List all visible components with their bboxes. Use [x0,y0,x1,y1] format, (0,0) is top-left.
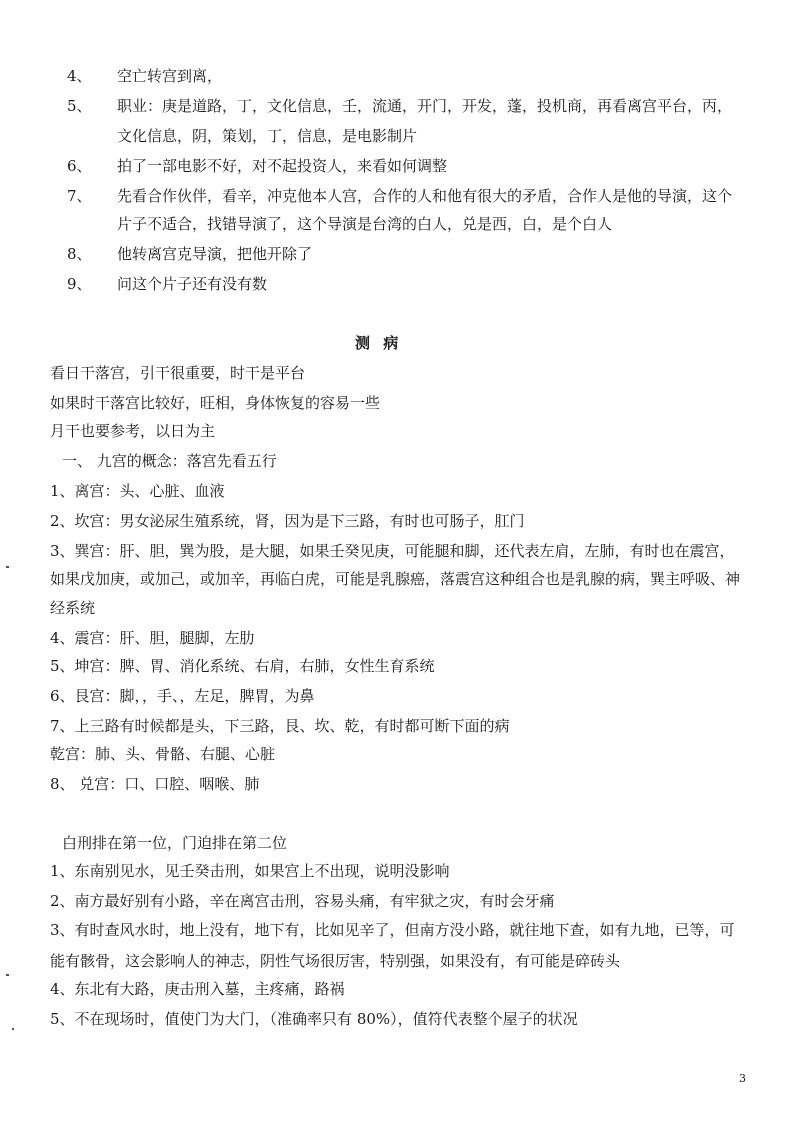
body-line: 1、离宫：头、心脏、血液 [50,482,225,500]
body-line: 7、上三路有时候都是头，下三路，艮、坎、乾，有时都可断下面的病 [50,717,510,735]
list-text: 问这个片子还有没有数 [117,275,268,293]
body-line: 5、坤宫：脾、胃、消化系统、右肩，右肺，女性生育系统 [50,657,435,675]
body-line: 2、坎宫：男女泌尿生殖系统，肾，因为是下三路，有时也可肠子，肛门 [50,512,525,530]
body-line: 4、东北有大路，庚击刑入墓，主疼痛，路祸 [50,980,345,998]
body-line: 4、震宫：肝、胆，腿脚，左肋 [50,629,255,647]
section-heading: 一、 九宫的概念：落宫先看五行 [62,452,277,470]
body-line: 2、南方最好别有小路，辛在离宫击刑，容易头痛，有牢狱之灾，有时会牙痛 [50,892,555,910]
body-line: 经系统 [50,599,96,617]
list-text: 职业：庚是道路，丁，文化信息，壬，流通，开门，开发，蓬，投机商，再看离宫平台，丙， [117,97,733,115]
body-line: 6、艮宫：脚，，手、，左足，脾胃，为鼻 [50,687,315,705]
section-title: 测 病 [355,334,403,352]
list-text: 拍了一部电影不好，对不起投资人，来看如何调整 [117,157,448,175]
list-text: 片子不适合，找错导演了，这个导演是台湾的白人，兑是西，白，是个白人 [117,215,613,233]
body-line: 5、不在现场时，值使门为大门，（准确率只有 80%），值符代表整个屋子的状况 [50,1010,578,1028]
list-text: 空亡转宫到离， [117,67,223,85]
intro-line: 月干也要参考，以日为主 [50,422,216,440]
list-number: 4、 [67,67,92,85]
list-number: 8、 [67,245,92,263]
list-number: 5、 [67,97,92,115]
section-heading: 白刑排在第一位，门迫排在第二位 [62,834,288,852]
intro-line: 看日干落宫，引干很重要，时干是平台 [50,364,306,382]
page-number: 3 [739,1072,746,1085]
scan-speck [6,974,9,976]
body-line: 3、有时查风水时，地上没有，地下有，比如见辛了，但南方没小路，就往地下查，如有九地，已等，可 [50,921,735,939]
scan-speck [6,566,9,568]
list-number: 9、 [67,275,92,293]
list-text: 文化信息，阴，策划，丁，信息，是电影制片 [117,127,418,145]
body-line: 如果戊加庚，或加己，或加辛，再临白虎，可能是乳腺癌，落震宫这种组合也是乳腺的病，巽主呼吸、神 [50,570,741,588]
body-line: 3、巽宫：肝、胆，巽为股，是大腿，如果壬癸见庚，可能腿和脚，还代表左肩，左肺，有时也在震宫， [50,542,735,560]
intro-line: 如果时干落宫比较好，旺相，身体恢复的容易一些 [50,394,381,412]
list-text: 他转离宫克导演，把他开除了 [117,245,313,263]
body-line: 1、东南别见水，见壬癸击刑，如果宫上不出现，说明没影响 [50,862,450,880]
body-line: 乾宫：肺、头、骨骼、右腿、心脏 [50,745,276,763]
body-line: 能有骸骨，这会影响人的神志，阴性气场很厉害，特别强，如果没有，有可能是碎砖头 [50,952,621,970]
body-line: 8、 兑宫：口、口腔、咽喉、肺 [50,775,260,793]
list-number: 6、 [67,157,92,175]
list-number: 7、 [67,187,92,205]
scan-speck [12,1028,14,1030]
list-text: 先看合作伙伴，看辛，冲克他本人宫，合作的人和他有很大的矛盾，合作人是他的导演，这个 [117,187,733,205]
